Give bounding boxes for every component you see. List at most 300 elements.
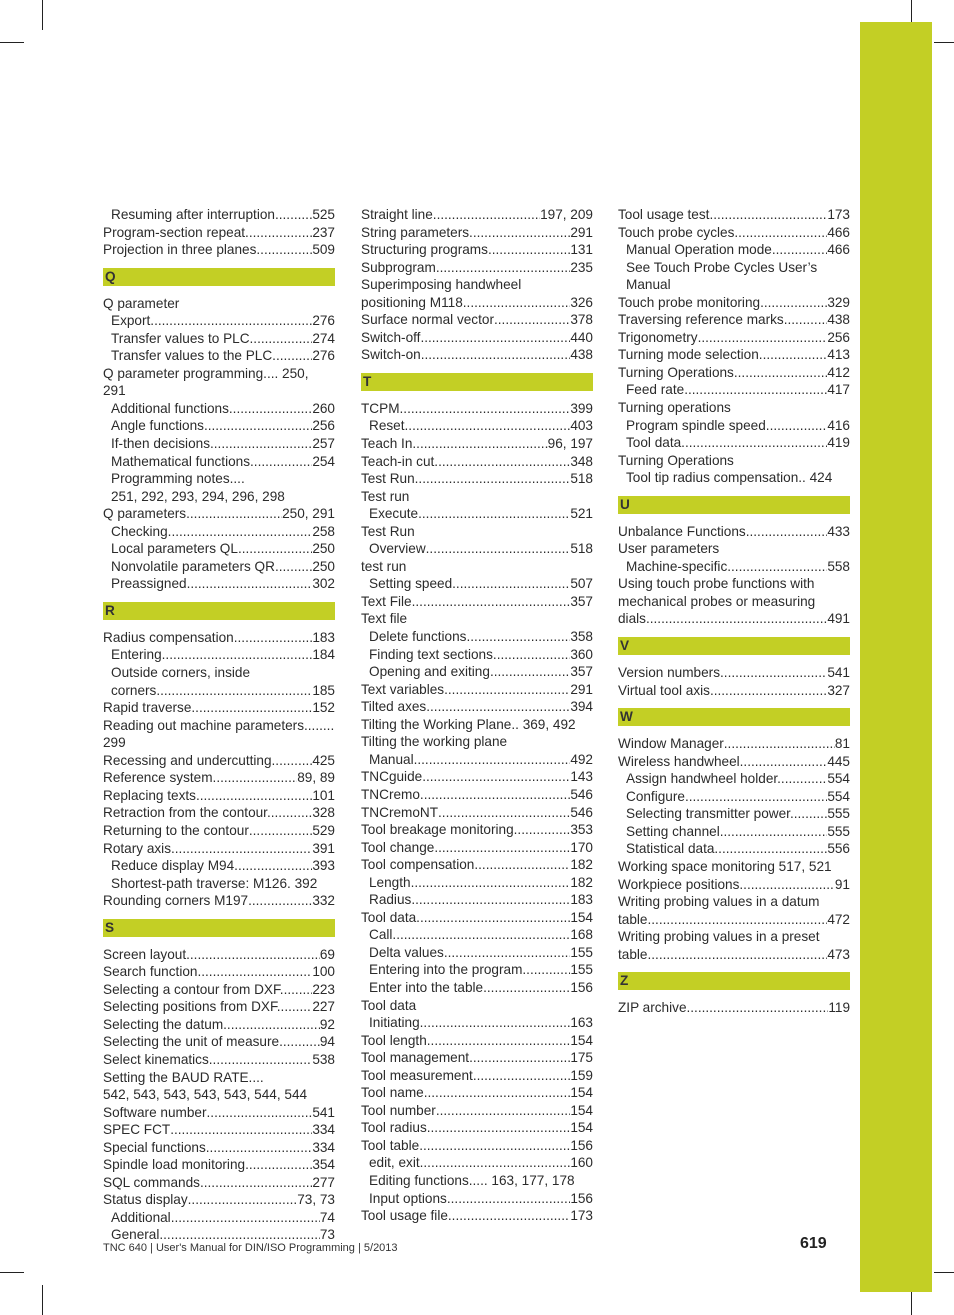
index-subentry	[103, 347, 335, 365]
index-entry	[361, 1119, 593, 1137]
entry-label: SPEC FCT	[103, 1122, 171, 1138]
dot-leader	[801, 805, 827, 823]
entry-label: Returning to the contour	[103, 822, 249, 838]
index-entry	[103, 1033, 335, 1051]
dot-leader	[420, 329, 570, 347]
index-subentry	[618, 788, 850, 806]
index-subentry	[361, 505, 593, 523]
dot-leader	[248, 892, 312, 910]
entry-label: Tool length	[361, 1032, 427, 1048]
dot-leader	[490, 663, 570, 681]
entry-label: Q parameter	[103, 295, 180, 311]
page-ref: 558	[827, 558, 850, 574]
index-subentry	[618, 805, 850, 823]
page-ref: 89, 89	[297, 770, 335, 786]
index-entry	[361, 241, 593, 259]
index-subentry	[618, 558, 850, 576]
entry-label: mechanical probes or measuring	[618, 593, 816, 609]
dot-leader	[288, 998, 312, 1016]
entry-label: Entering	[111, 647, 162, 663]
page-ref: 554	[827, 788, 850, 804]
index-subentry	[361, 646, 593, 664]
page-ref: 276	[312, 313, 335, 329]
index-entry	[618, 329, 850, 347]
section-letter: U	[618, 496, 850, 514]
index-subentry	[361, 663, 593, 681]
entry-label: Selecting a contour from DXF..	[103, 981, 288, 997]
index-entry	[103, 1191, 335, 1209]
entry-label: Tool usage test	[618, 207, 710, 222]
entry-label: Reset	[369, 418, 405, 434]
index-subentry	[103, 453, 335, 471]
index-entry	[361, 294, 593, 312]
page-ref: 170	[570, 839, 593, 855]
page-ref: 250, 291	[282, 506, 335, 522]
dot-leader	[420, 1014, 571, 1032]
entry-label: Preassigned	[111, 576, 187, 592]
crop-mark	[934, 1272, 954, 1273]
index-entry	[361, 716, 593, 734]
index-entry	[361, 276, 593, 294]
entry-label: If-then decisions	[111, 436, 210, 452]
page-ref: 74	[319, 1209, 335, 1225]
index-subentry	[103, 417, 335, 435]
entry-label: Reference system	[103, 770, 213, 786]
dot-leader	[412, 435, 547, 453]
index-subentry	[361, 891, 593, 909]
index-entry	[103, 241, 335, 259]
entry-label: Wireless handwheel	[618, 753, 740, 769]
dot-leader	[426, 698, 570, 716]
page-ref: 399	[570, 400, 593, 416]
entry-label: Delta values	[369, 944, 444, 960]
index-entry	[361, 1067, 593, 1085]
crop-mark	[911, 0, 912, 24]
entry-label: Delete functions	[369, 629, 467, 645]
index-subentry	[361, 926, 593, 944]
page-ref: 260	[312, 400, 335, 416]
index-entry	[103, 1104, 335, 1122]
page-ref: 91	[834, 876, 850, 892]
index-entry	[103, 752, 335, 770]
entry-label: Q parameter programming.... 250,	[103, 365, 309, 381]
index-entry	[361, 435, 593, 453]
index-entry	[618, 664, 850, 682]
index-entry	[361, 329, 593, 347]
page-ref: 183	[312, 629, 335, 645]
page-ref: 413	[827, 347, 850, 363]
entry-label: Radius compensation	[103, 629, 234, 645]
page-ref: 348	[570, 453, 593, 469]
index-entry	[103, 1121, 335, 1139]
page-ref: 101	[312, 787, 335, 803]
entry-label: ZIP archive	[618, 1000, 687, 1016]
page-ref: 556	[827, 841, 850, 857]
dot-leader	[290, 752, 312, 770]
page-ref: 358	[570, 629, 593, 645]
entry-label: Tool number	[361, 1102, 436, 1118]
page-ref: 156	[570, 1190, 593, 1206]
index-entry	[618, 364, 850, 382]
dot-leader	[197, 963, 312, 981]
entry-label: Local parameters QL	[111, 541, 238, 557]
dot-leader	[420, 1154, 571, 1172]
index-subentry	[361, 1172, 593, 1190]
entry-label: Workpiece positions	[618, 876, 740, 892]
entry-label: Selecting the datum	[103, 1016, 224, 1032]
page-ref: 69	[319, 946, 335, 962]
index-entry	[361, 698, 593, 716]
dot-leader	[469, 1049, 570, 1067]
dot-leader	[210, 435, 312, 453]
dot-leader	[444, 681, 570, 699]
page-ref: 155	[570, 962, 593, 978]
index-subentry	[103, 1209, 335, 1227]
dot-leader	[710, 682, 827, 700]
entry-label: Unbalance Functions	[618, 523, 746, 539]
index-entry	[361, 1084, 593, 1102]
index-subentry	[103, 875, 335, 893]
index-entry	[361, 453, 593, 471]
section-letter: Z	[618, 972, 850, 990]
dot-leader	[162, 646, 313, 664]
index-subentry	[103, 575, 335, 593]
index-entry	[361, 821, 593, 839]
entry-label: Test Run	[361, 523, 415, 539]
entry-label: Trigonometry	[618, 329, 698, 345]
page-ref: 119	[828, 1000, 850, 1016]
section-letter: T	[361, 373, 593, 391]
dot-leader	[709, 206, 827, 224]
page-ref: 438	[570, 347, 593, 363]
entry-label: SQL commands	[103, 1174, 200, 1190]
page-ref: 357	[570, 593, 593, 609]
entry-label: Outside corners, inside	[111, 665, 251, 681]
page-ref: 160	[570, 1155, 593, 1171]
index-subentry	[361, 1154, 593, 1172]
entry-label: Mathematical functions	[111, 453, 251, 469]
page-ref: 156	[570, 979, 593, 995]
index-entry	[618, 610, 850, 628]
page-ref: 182	[570, 857, 593, 873]
dot-leader	[405, 417, 571, 435]
index-subentry	[103, 488, 335, 506]
page-ref: 258	[312, 523, 335, 539]
index-entry	[103, 629, 335, 647]
entry-label: Machine-specific	[626, 558, 728, 574]
page-ref: 554	[827, 771, 850, 787]
entry-label: Tool data	[361, 909, 417, 925]
dot-leader	[188, 1191, 298, 1209]
entry-label: Feed rate	[626, 382, 685, 398]
index-entry	[103, 892, 335, 910]
crop-mark	[934, 42, 954, 43]
page-ref: 100	[312, 964, 335, 980]
page-ref: 326	[570, 294, 593, 310]
page-ref: 131	[570, 242, 593, 258]
dot-leader	[681, 434, 827, 452]
dot-leader	[186, 946, 320, 964]
page-ref: 393	[312, 858, 335, 874]
entry-label: Tool data	[626, 435, 682, 451]
dot-leader	[436, 1102, 571, 1120]
dot-leader	[806, 311, 827, 329]
dot-leader	[473, 1067, 570, 1085]
dot-leader	[434, 839, 570, 857]
dot-leader	[488, 241, 570, 259]
dot-leader	[156, 682, 312, 700]
dot-leader	[419, 1137, 570, 1155]
dot-leader	[714, 840, 827, 858]
page-ref: 81	[834, 736, 850, 752]
dot-leader	[250, 453, 312, 471]
section-letter: Q	[103, 268, 335, 286]
dot-leader	[474, 856, 570, 874]
entry-label: Tool management	[361, 1050, 470, 1066]
index-subentry	[103, 400, 335, 418]
dot-leader	[720, 664, 827, 682]
entry-label: Setting channel	[626, 823, 720, 839]
entry-label: Additional functions	[111, 400, 229, 416]
index-entry	[103, 1051, 335, 1069]
dot-leader	[802, 241, 827, 259]
page-ref: 391	[312, 840, 335, 856]
entry-label: Program-section repeat	[103, 224, 246, 240]
page-ref: 394	[570, 699, 593, 715]
page-ref: 403	[570, 418, 593, 434]
dot-leader	[734, 224, 827, 242]
dot-leader	[223, 1016, 320, 1034]
page-ref: 491	[827, 611, 850, 627]
index-entry	[361, 1137, 593, 1155]
page-ref: 378	[570, 312, 593, 328]
page-ref: 445	[827, 753, 850, 769]
dot-leader	[483, 979, 570, 997]
entry-label: Selecting the unit of measure....	[103, 1034, 295, 1050]
index-subentry	[361, 961, 593, 979]
page-ref: 354	[312, 1157, 335, 1173]
entry-label: TCPM	[361, 400, 400, 416]
page-ref: 334	[312, 1122, 335, 1138]
index-entry	[361, 224, 593, 242]
page-ref: 525	[312, 207, 335, 222]
page-ref: 254	[312, 453, 335, 469]
index-subentry	[618, 381, 850, 399]
index-entry	[618, 452, 850, 470]
page-ref: 425	[312, 752, 335, 768]
entry-label: Spindle load monitoring	[103, 1157, 246, 1173]
section-letter: V	[618, 637, 850, 655]
index-entry	[618, 876, 850, 894]
dot-leader	[804, 417, 828, 435]
index-entry	[361, 856, 593, 874]
dot-leader	[434, 453, 570, 471]
dot-leader	[238, 540, 312, 558]
index-entry	[361, 259, 593, 277]
page-ref: 94	[319, 1034, 335, 1050]
entry-label: Setting the BAUD RATE....	[103, 1069, 264, 1085]
entry-label: Reduce display M94	[111, 858, 235, 874]
entry-label: Subprogram	[361, 259, 436, 275]
entry-label: Touch probe monitoring	[618, 294, 761, 310]
page-ref: 302	[312, 576, 335, 592]
index-entry	[618, 858, 850, 876]
index-entry	[361, 733, 593, 751]
dot-leader	[433, 206, 540, 224]
index-entry	[103, 1139, 335, 1157]
entry-label: Tilting the Working Plane.. 369, 492	[361, 716, 576, 732]
index-subentry	[103, 470, 335, 488]
index-column-2	[361, 206, 593, 1225]
dot-leader	[412, 593, 571, 611]
index-entry	[361, 1102, 593, 1120]
dot-leader	[759, 346, 828, 364]
dot-leader	[294, 1033, 320, 1051]
entry-label: Reading out machine parameters....	[103, 717, 320, 733]
dot-leader	[291, 347, 312, 365]
page-ref: 360	[570, 646, 593, 662]
index-subentry	[103, 664, 335, 682]
index-subentry	[618, 434, 850, 452]
dot-leader	[171, 1209, 320, 1227]
entry-label: Rapid traverse	[103, 700, 192, 716]
dot-leader	[687, 999, 829, 1017]
index-subentry	[103, 682, 335, 700]
index-entry	[361, 558, 593, 576]
index-entry	[361, 909, 593, 927]
dot-leader	[420, 786, 570, 804]
entry-label: Additional	[111, 1209, 171, 1225]
dot-leader	[646, 610, 827, 628]
index-entry	[618, 311, 850, 329]
entry-label: Superimposing handwheel	[361, 277, 522, 293]
entry-label: Radius	[369, 892, 412, 908]
entry-label: Structuring programs	[361, 242, 488, 258]
entry-label: Length	[369, 874, 411, 890]
page-ref: 518	[570, 541, 593, 557]
dot-leader	[418, 505, 570, 523]
page-ref: 417	[827, 382, 850, 398]
entry-label: Call	[369, 927, 393, 943]
index-entry	[361, 997, 593, 1015]
index-column-1	[103, 206, 335, 1244]
dot-leader	[427, 1032, 571, 1050]
entry-label: Text file	[361, 611, 408, 627]
index-entry	[618, 206, 850, 224]
index-subentry	[103, 558, 335, 576]
entry-label: positioning M118	[361, 294, 463, 310]
page-ref: 227	[312, 999, 335, 1015]
index-subentry	[361, 979, 593, 997]
entry-label: Checking	[111, 523, 168, 539]
dot-leader	[400, 400, 571, 418]
entry-label: Execute	[369, 506, 419, 522]
index-subentry	[618, 840, 850, 858]
entry-label: Test Run	[361, 471, 415, 487]
page-ref: 173	[827, 207, 850, 222]
page-ref: 538	[312, 1051, 335, 1067]
entry-label: Transfer values to the PLC.....	[111, 348, 292, 364]
dot-leader	[319, 717, 335, 735]
entry-label: Nonvolatile parameters QR....	[111, 558, 291, 574]
page-ref: 332	[312, 893, 335, 909]
page-ref: 440	[570, 329, 593, 345]
entry-label: table	[618, 946, 648, 962]
index-subentry	[361, 1014, 593, 1032]
index-entry	[103, 505, 335, 523]
index-entry	[618, 294, 850, 312]
dot-leader	[245, 224, 312, 242]
entry-label: Select kinematics	[103, 1051, 209, 1067]
dot-leader	[416, 909, 570, 927]
entry-label: Selecting positions from DXF...	[103, 999, 289, 1015]
page-ref: 555	[827, 806, 850, 822]
index-subentry	[618, 417, 850, 435]
dot-leader	[427, 1119, 571, 1137]
dot-leader	[760, 294, 827, 312]
entry-label: Turning Operations	[618, 452, 734, 468]
index-entry	[361, 400, 593, 418]
index-subentry	[618, 823, 850, 841]
page-ref: 250	[312, 541, 335, 557]
page-ref: 73	[319, 1227, 335, 1243]
page-ref: 156	[570, 1137, 593, 1153]
index-entry	[103, 804, 335, 822]
page-ref: 541	[827, 665, 850, 681]
section-letter: W	[618, 708, 850, 726]
page-ref: 466	[827, 242, 850, 258]
dot-leader	[421, 346, 571, 364]
dot-leader	[493, 646, 570, 664]
entry-label: Tool measurement	[361, 1067, 473, 1083]
index-entry	[618, 399, 850, 417]
dot-leader	[287, 981, 312, 999]
index-subentry	[103, 312, 335, 330]
entry-label: Tool data	[361, 997, 417, 1013]
page-ref: 473	[827, 946, 850, 962]
index-entry	[361, 1207, 593, 1225]
index-entry	[103, 1016, 335, 1034]
page-ref: 541	[312, 1104, 335, 1120]
index-subentry	[618, 469, 850, 487]
dot-leader	[150, 312, 312, 330]
entry-label: Tilted axes	[361, 699, 427, 715]
page-ref: 185	[312, 682, 335, 698]
index-entry	[103, 1069, 335, 1087]
entry-label: test run	[361, 558, 407, 574]
dot-leader	[426, 540, 571, 558]
entry-label: Text File	[361, 593, 412, 609]
entry-label: TNCremoNT	[361, 804, 439, 820]
dot-leader	[685, 788, 827, 806]
index-entry	[103, 963, 335, 981]
index-subentry	[103, 435, 335, 453]
page-ref: 184	[312, 647, 335, 663]
entry-label: Resuming after interruption....	[111, 207, 291, 222]
index-subentry	[361, 575, 593, 593]
index-entry	[103, 1086, 335, 1104]
page-ref: 433	[827, 523, 850, 539]
page-ref: 291	[570, 681, 593, 697]
index-entry	[103, 717, 335, 735]
entry-label: Traversing reference marks......	[618, 312, 807, 328]
index-entry	[103, 981, 335, 999]
page-ref: 256	[827, 329, 850, 345]
index-entry	[361, 1032, 593, 1050]
index-subentry	[618, 241, 850, 259]
page-ref: 175	[570, 1050, 593, 1066]
entry-label: corners	[111, 682, 157, 698]
